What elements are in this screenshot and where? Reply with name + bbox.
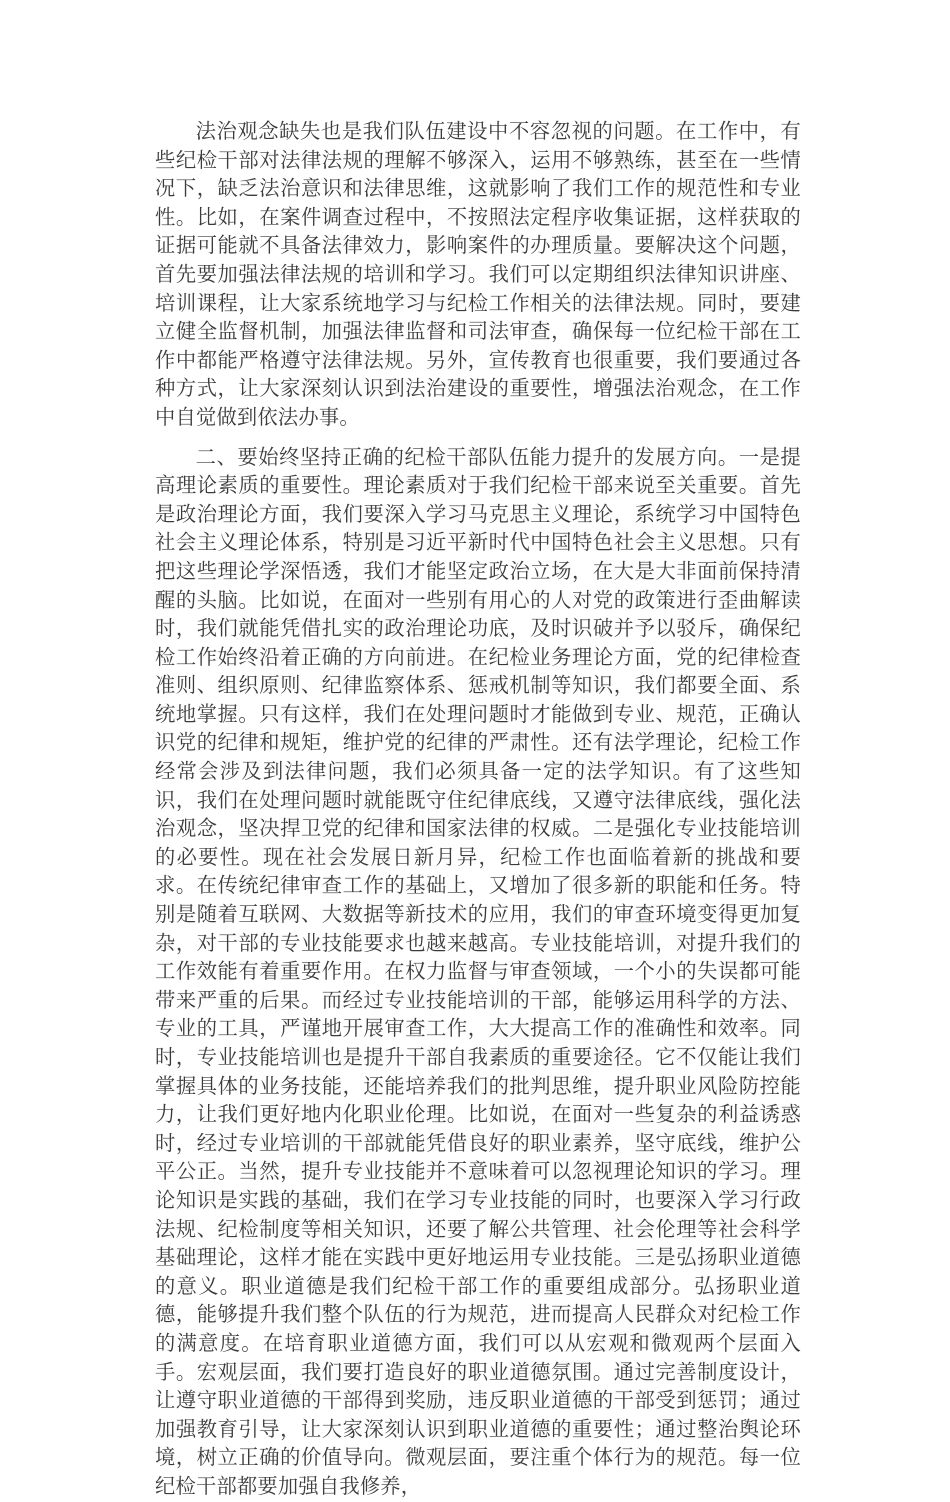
paragraph-2: 二、要始终坚持正确的纪检干部队伍能力提升的发展方向。一是提高理论素质的重要性。理论素质对于我们纪检干部来说至关重要。首先是政治理论方面，我们要深入学习马克思主义理论，系统学习中国特色社会主义理论体系，特别是习近平新时代中国特色社会主义思想。只有把这些理论学深悟透，我们才能坚定政治立场，在大是大非面前保持清醒的头脑。比如说，在面对一些别有用心的人对党的政策进行歪曲解读时，我们就能凭借扎实的政治理论功底，及时识破并予以驳斥，确保纪检工作始终沿着正确的方向前进。在纪检业务理论方面，党的纪律检查准则、组织原则、纪律监察体系、惩戒机制等知识，我们都要全面、系统地掌握。只有这样，我们在处理问题时才能做到专业、规范，正确认识党的纪律和规矩，维护党的纪律的严肃性。还有法学理论，纪检工作经常会涉及到法律问题，我们必须具备一定的法学知识。有了这些知识，我们在处理问题时就能既守住纪律底线，又遵守法律底线，强化法治观念，坚决捍卫党的纪律和国家法律的权威。二是强化专业技能培训的必要性。现在社会发展日新月异，纪检工作也面临着新的挑战和要求。在传统纪律审查工作的基础上，又增加了很多新的职能和任务。特别是随着互联网、大数据等新技术的应用，我们的审查环境变得更加复杂，对干部的专业技能要求也越来越高。专业技能培训，对提升我们的工作效能有着重要作用。在权力监督与审查领域，一个小的失误都可能带来严重的后果。而经过专业技能培训的干部，能够运用科学的方法、专业的工具，严谨地开展审查工作，大大提高工作的准确性和效率。同时，专业技能培训也是提升干部自我素质的重要途径。它不仅能让我们掌握具体的业务技能，还能培养我们的批判思维，提升职业风险防控能力，让我们更好地内化职业伦理。比如说，在面对一些复杂的利益诱惑时，经过专业培训的干部就能凭借良好的职业素养，坚守底线，维护公平公正。当然，提升专业技能并不意味着可以忽视理论知识的学习。理论知识是实践的基础，我们在学习专业技能的同时，也要深入学习行政法规、纪检制度等相关知识，还要了解公共管理、社会伦理等社会科学基础理论，这样才能在实践中更好地运用专业技能。三是弘扬职业道德的意义。职业道德是我们纪检干部工作的重要组成部分。弘扬职业道德，能够提升我们整个队伍的行为规范，进而提高人民群众对纪检工作的满意度。在培育职业道德方面，我们可以从宏观和微观两个层面入手。宏观层面，我们要打造良好的职业道德氛围。通过完善制度设计，让遵守职业道德的干部得到奖励，违反职业道德的干部受到惩罚；通过加强教育引导，让大家深刻认识到职业道德的重要性；通过整治舆论环境，树立正确的价值导向。微观层面，要注重个体行为的规范。每一位纪检干部都要加强自我修养， [155,446,801,1498]
paragraph-1: 法治观念缺失也是我们队伍建设中不容忽视的问题。在工作中，有些纪检干部对法律法规的理解不够深入，运用不够熟练，甚至在一些情况下，缺乏法治意识和法律思维，这就影响了我们工作的规范性和专业性。比如，在案件调查过程中，不按照法定程序收集证据，这样获取的证据可能就不具备法律效力，影响案件的办理质量。要解决这个问题，首先要加强法律法规的培训和学习。我们可以定期组织法律知识讲座、培训课程，让大家系统地学习与纪检工作相关的法律法规。同时，要建立健全监督机制，加强法律监督和司法审查，确保每一位纪检干部在工作中都能严格遵守法律法规。另外，宣传教育也很重要，我们要通过各种方式，让大家深刻认识到法治建设的重要性，增强法治观念，在工作中自觉做到依法办事。 [155,121,801,429]
document-body [155,118,801,1502]
